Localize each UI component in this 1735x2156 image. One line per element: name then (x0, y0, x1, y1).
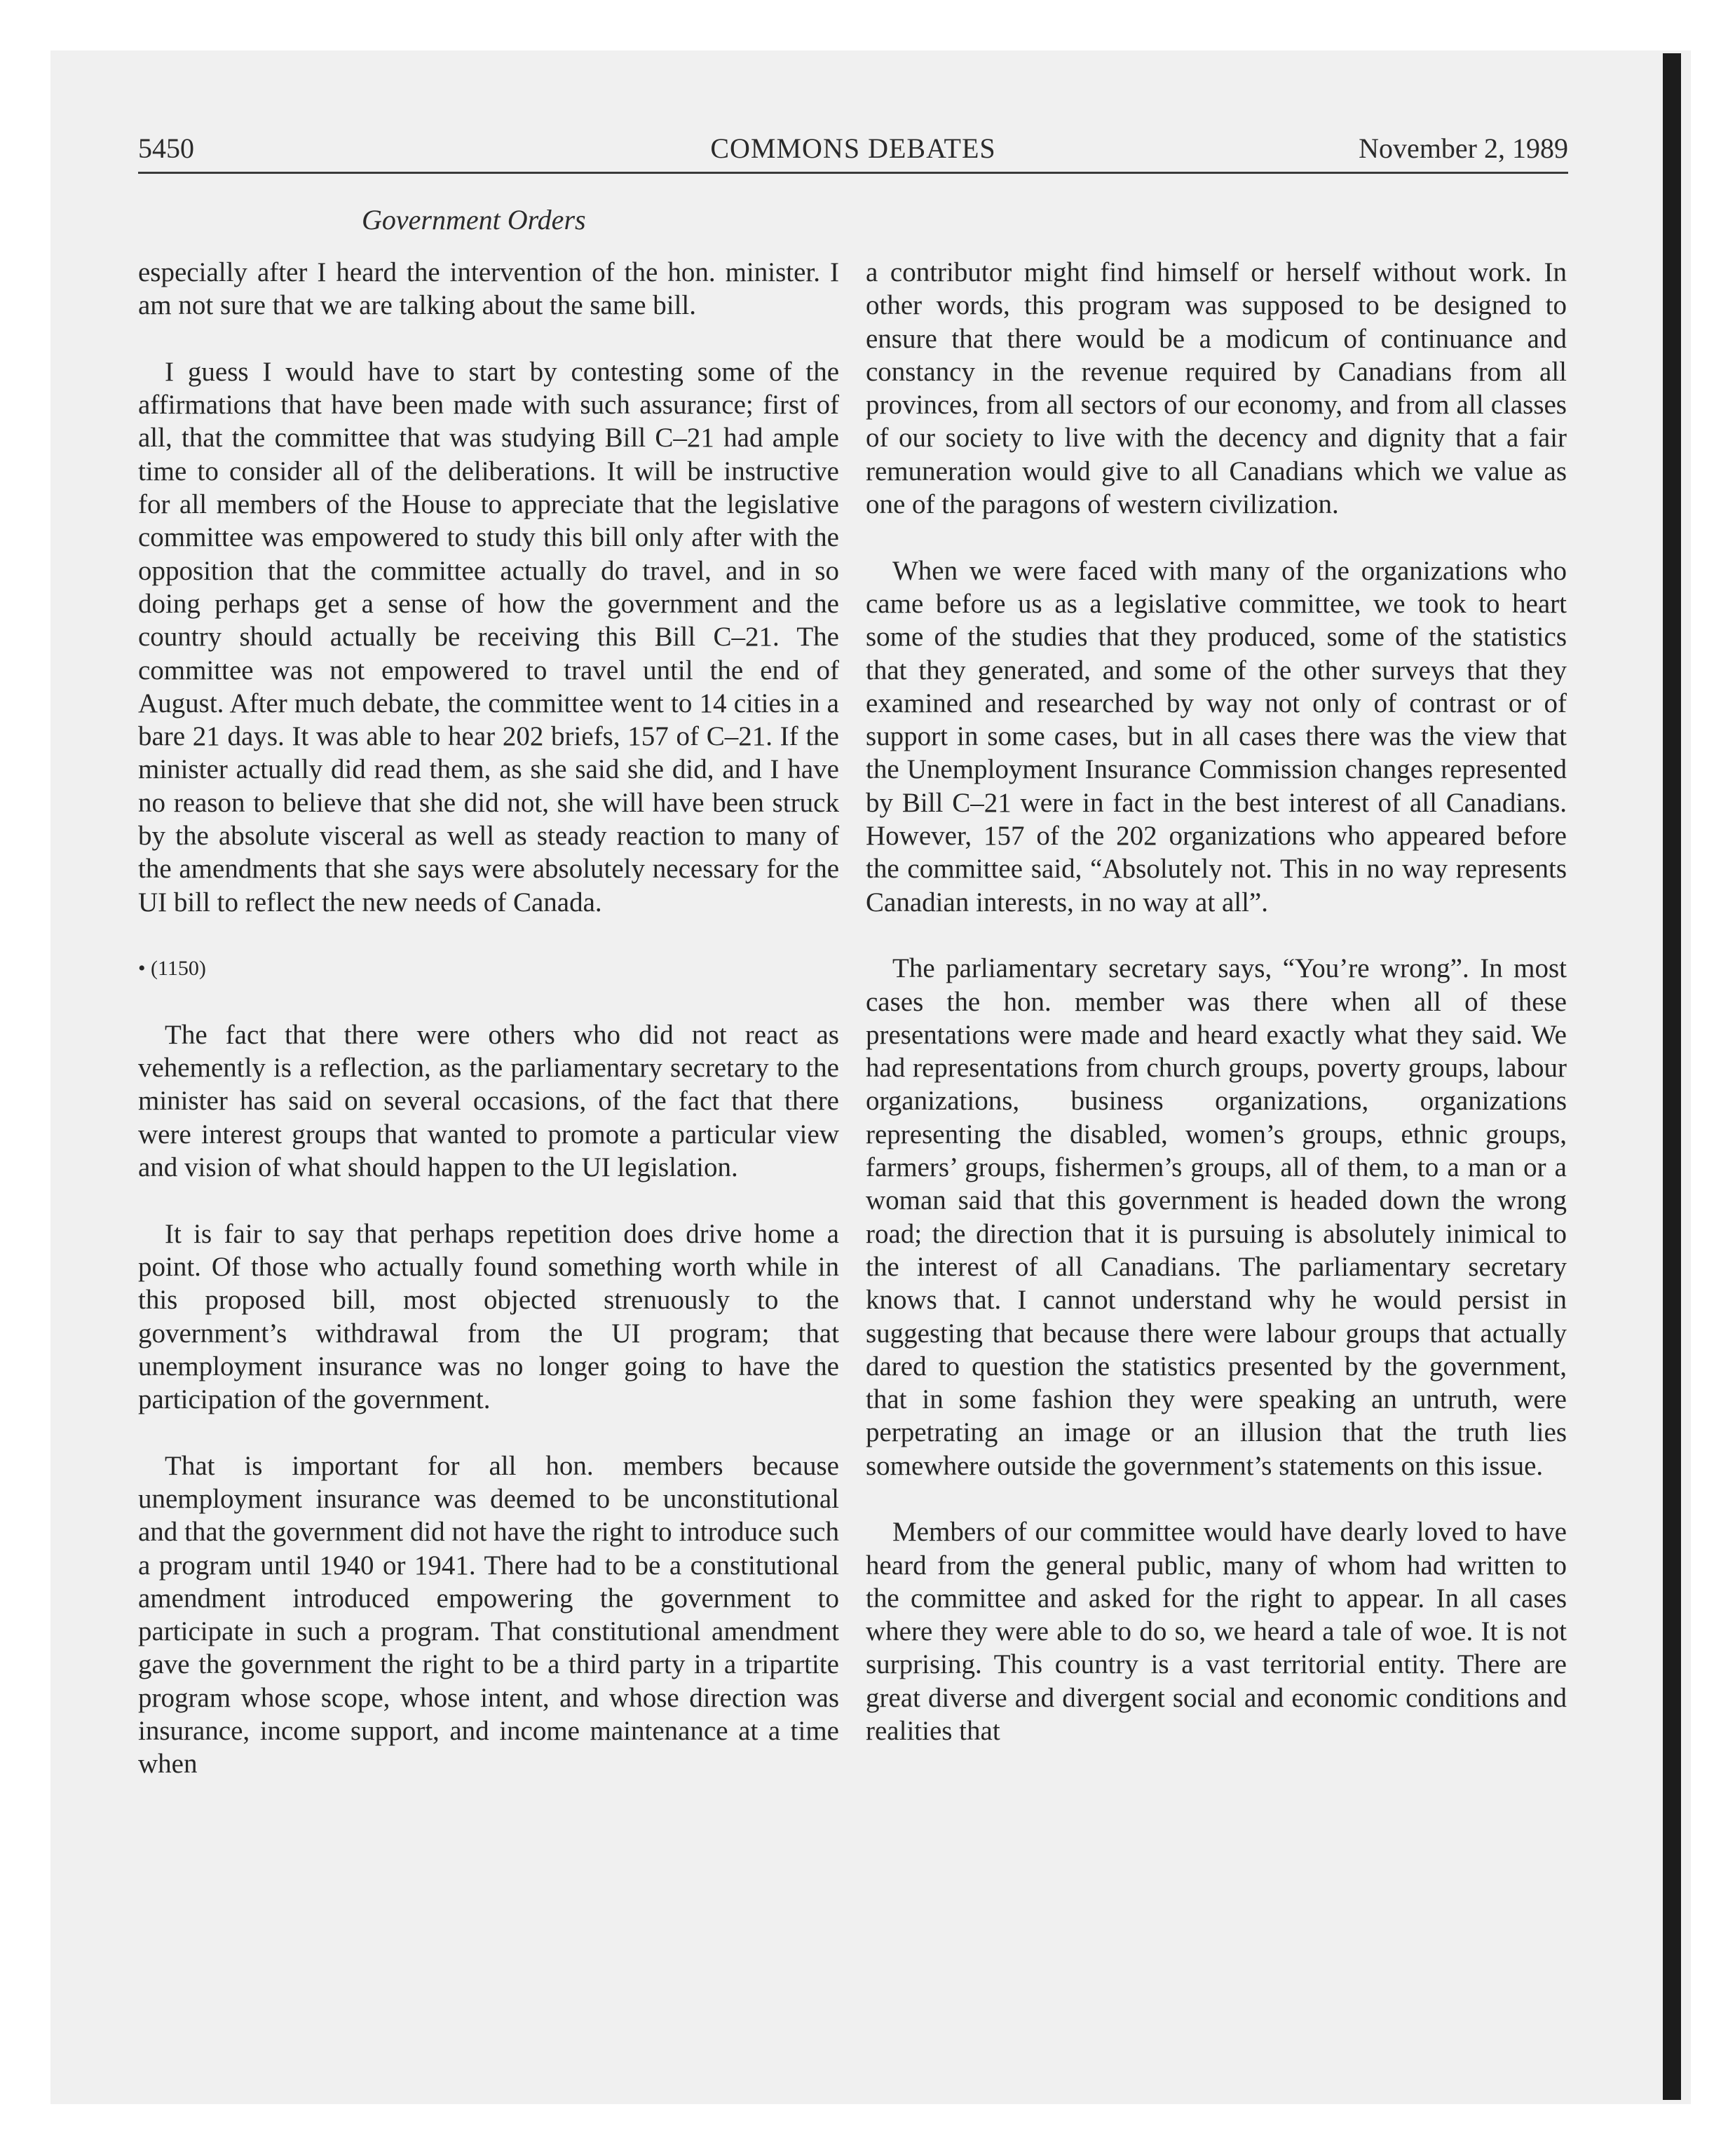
right-paragraph-3: The parliamentary secretary says, “You’re wrong”. In most cases the hon. member was there when all of these presentations were made and heard exactly what they said. We had representations from church groups, poverty groups, labour organizations, business organizations, organizations representing the disabled, women’s groups, ethnic groups, farmers’ groups, fishermen’s groups, all of them, to a man or a woman said that this government is headed down the wrong road; the direction that it is pursuing is absolutely inimical to the interest of all Canadians. The parliamentary secretary knows that. I cannot understand why he would persist in suggesting that because there were labour groups that actually dared to question the statistics presented by the government, that in some fashion they were speaking an untruth, were perpetrating an image or an illusion that the truth lies somewhere outside the government’s statements on this issue. (866, 953, 1567, 1481)
running-header (138, 126, 1568, 168)
left-paragraph-3: The fact that there were others who did not react as vehemently is a reflection, as the parliamentary secretary to the minister has said on several occasions, of the fact that there were interest groups that wanted to promote a particular view and vision of what should happen to the UI legislation. (138, 1019, 839, 1183)
page-number: 5450 (138, 132, 194, 164)
right-paragraph-2: When we were faced with many of the organizations who came before us as a legislative committee, we took to heart some of the studies that they produced, some of the statistics that they generated, and some of the other surveys that they examined and researched by way not only of contrast or of support in some cases, but in all cases there was the view that the Unemployment Insurance Commission changes represented by Bill C–21 were in fact in the best interest of all Canadians. However, 157 of the 202 organizations who appeared before the committee said, “Absolutely not. This in no way represents Canadian interests, in no way at all”. (866, 555, 1567, 917)
left-paragraph-2: I guess I would have to start by contesting some of the affirmations that have been made with such assurance; first of all, that the committee that was studying Bill C–21 had ample time to consider all of the deliberations. It will be instructive for all members of the House to appreciate that the legislative committee was empowered to study this bill only after with the opposition that the committee actually do travel, and in so doing perhaps get a sense of how the government and the country should actually be receiving this Bill C–21. The committee was not empowered to travel until the end of August. After much debate, the committee went to 14 cities in a bare 21 days. It was able to hear 202 briefs, 157 of C–21. If the minister actually did read them, as she said she did, and I have no reason to believe that she did not, she will have been struck by the absolute visceral as well as steady reaction to many of the amendments that she says were absolutely necessary for the UI bill to reflect the new needs of Canada. (138, 356, 839, 917)
left-column (138, 256, 839, 1781)
left-paragraph-1: especially after I heard the intervention of the hon. minister. I am not sure that we are talking about the same bill. (138, 257, 839, 321)
time-marker: • (1150) (138, 957, 206, 981)
header-rule (138, 172, 1568, 174)
right-paragraph-4: Members of our committee would have dearly loved to have heard from the general public, many of whom had written to the committee and asked for the right to appear. In all cases where they were able to do so, we heard a tale of woe. It is not surprising. This country is a vast territorial entity. There are great diverse and divergent social and economic conditions and realities that (866, 1517, 1567, 1747)
journal-title: COMMONS DEBATES (710, 132, 996, 164)
binding-edge-shadow (1663, 53, 1681, 2100)
section-title: Government Orders (362, 204, 586, 236)
right-paragraph-1: a contributor might find himself or herself without work. In other words, this program was supposed to be designed to ensure that there would be a modicum of continuance and constancy in the revenue required by Canadians from all provinces, from all sectors of our economy, and from all classes of our society to live with the decency and dignity that a fair remuneration would give to all Canadians which we value as one of the paragons of western civilization. (866, 257, 1567, 520)
right-column (866, 256, 1567, 1747)
issue-date: November 2, 1989 (1359, 132, 1568, 164)
left-paragraph-4: It is fair to say that perhaps repetition does drive home a point. Of those who actually found something worth while in this proposed bill, most objected strenuously to the government’s withdrawal from the UI program; that unemployment insurance was no longer going to have the participation of the government. (138, 1218, 839, 1415)
left-paragraph-5: That is important for all hon. members because unemployment insurance was deemed to be unconstitutional and that the government did not have the right to introduce such a program until 1940 or 1941. There had to be a constitutional amendment introduced empowering the government to participate in such a program. That constitutional amendment gave the government the right to be a third party in a tripartite program whose scope, whose intent, and whose direction was insurance, income support, and income maintenance at a time when (138, 1450, 839, 1780)
